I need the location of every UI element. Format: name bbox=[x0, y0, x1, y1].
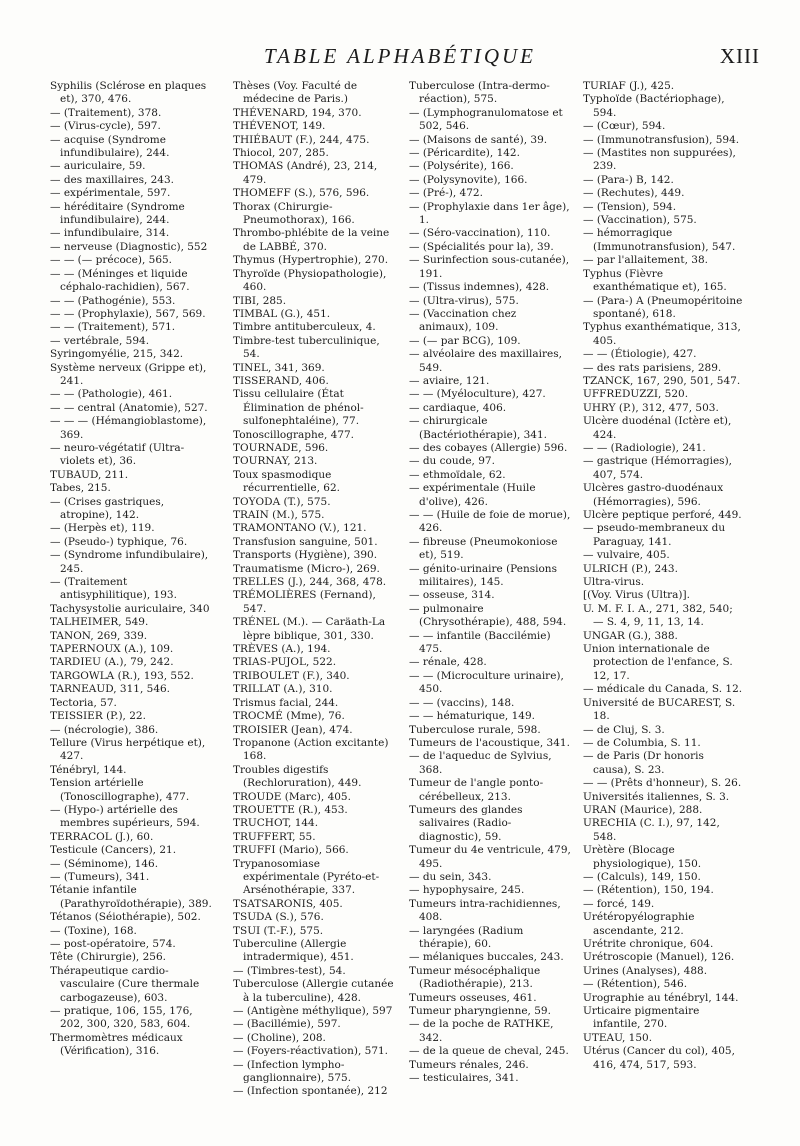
index-entry: — de la poche de RATHKE, 342. bbox=[409, 1018, 554, 1044]
index-entry: — aviaire, 121. bbox=[409, 374, 490, 387]
index-entry: Urétrite chronique, 604. bbox=[583, 938, 714, 950]
index-entry: — (Tension), 594. bbox=[583, 200, 677, 213]
index-entry: Tropanone (Action excitante) 168. bbox=[233, 736, 389, 763]
index-entry: — (Immunotransfusion), 594. bbox=[583, 133, 740, 146]
index-entry: — Surinfection sous-cutanée), 191. bbox=[409, 254, 570, 280]
index-entry: — (Polysynovite), 166. bbox=[409, 173, 528, 186]
index-entry: Thymus (Hypertrophie), 270. bbox=[233, 254, 389, 267]
index-entry: Urètère (Blocage physiologique), 150. bbox=[583, 844, 702, 870]
index-entry: — — (vaccins), 148. bbox=[409, 696, 515, 709]
index-entry: THÉVENOT, 149. bbox=[233, 120, 326, 133]
index-entry: Tumeurs intra-rachidiennes, 408. bbox=[409, 897, 561, 924]
index-entry: — (Maisons de santé), 39. bbox=[409, 133, 548, 146]
index-entry: UFFREDUZZI, 520. bbox=[583, 388, 689, 401]
index-entry: — ethmoïdale, 62. bbox=[409, 468, 506, 481]
index-entry: TARNEAUD, 311, 546. bbox=[50, 683, 171, 696]
index-entry: — fibreuse (Pneumokoniose et), 519. bbox=[409, 535, 558, 562]
index-entry: UHRY (P.), 312, 477, 503. bbox=[583, 401, 719, 414]
index-entry: Urétroscopie (Manuel), 126. bbox=[583, 951, 735, 964]
index-entry: Utérus (Cancer du col), 405, 416, 474, 517, 593. bbox=[583, 1045, 735, 1071]
index-entry: — (Para-) B, 142. bbox=[583, 173, 674, 186]
index-entry: — — (Radiologie), 241. bbox=[583, 441, 706, 454]
index-entry: — (Herpès et), 119. bbox=[50, 522, 155, 535]
index-entry: — (Vaccination), 575. bbox=[583, 214, 697, 227]
index-entry: — pulmonaire (Chrysothérapie), 488, 594. bbox=[409, 602, 567, 629]
index-entry: Tonoscillographe, 477. bbox=[233, 428, 355, 441]
index-entry: Transfusion sanguine, 501. bbox=[233, 535, 378, 548]
index-entry: — (Séro-vaccination), 110. bbox=[409, 227, 551, 240]
index-entry: TIBI, 285. bbox=[233, 294, 287, 307]
index-entry: TALHEIMER, 549. bbox=[50, 616, 149, 629]
index-entry: — testiculaires, 341. bbox=[409, 1072, 519, 1085]
index-entry: — (nécrologie), 386. bbox=[50, 723, 159, 736]
index-entry: — — (— précoce), 565. bbox=[50, 254, 173, 267]
index-entry: Tectoria, 57. bbox=[50, 696, 117, 709]
index-entry: — osseuse, 314. bbox=[409, 589, 495, 602]
index-entry: — neuro-végétatif (Ultra-violets et), 36. bbox=[50, 441, 185, 468]
index-columns bbox=[50, 80, 784, 1125]
index-entry: TERRACOL (J.), 60. bbox=[50, 830, 154, 843]
index-entry: TURIAF (J.), 425. bbox=[583, 80, 675, 92]
index-entry: Tuberculose (Intra-dermo-réaction), 575. bbox=[409, 80, 550, 106]
index-entry: Tuberculose rurale, 598. bbox=[409, 723, 541, 736]
index-entry: TRÉMOLIÈRES (Fernand), 547. bbox=[233, 589, 376, 615]
index-entry: — expérimentale (Huile d'olive), 426. bbox=[409, 482, 536, 508]
index-entry: — — (Prêts d'honneur), S. 26. bbox=[583, 777, 742, 790]
index-column-4 bbox=[583, 80, 745, 1072]
index-entry: — gastrique (Hémorragies), 407, 574. bbox=[583, 455, 732, 481]
index-entry: Tumeur pharyngienne, 59. bbox=[409, 1005, 551, 1018]
index-entry: — (Traitement antisyphilitique), 193. bbox=[50, 576, 177, 602]
index-entry: Thyroïde (Physiopathologie), 460. bbox=[233, 267, 387, 294]
index-entry: TOURNADE, 596. bbox=[233, 441, 329, 454]
index-entry: Syphilis (Sclérose en plaques et), 370, 476. bbox=[50, 80, 207, 106]
index-entry: — (Para-) A (Pneumopéritoine spontané), 618. bbox=[583, 294, 743, 320]
index-entry: TRAIN (M.), 575. bbox=[233, 509, 325, 521]
index-entry: — expérimentale, 597. bbox=[50, 187, 171, 200]
index-entry: — (Pseudo-) typhique, 76. bbox=[50, 535, 188, 548]
index-entry: — nerveuse (Diagnostic), 552 bbox=[50, 240, 208, 253]
index-entry: — — (Méninges et liquide céphalo-rachidien), 567. bbox=[50, 267, 190, 294]
index-entry: TZANCK, 167, 290, 501, 547. bbox=[583, 374, 741, 387]
index-entry: — (Foyers-réactivation), 571. bbox=[233, 1045, 389, 1058]
index-entry: — de la queue de cheval, 245. bbox=[409, 1045, 569, 1058]
index-entry: — (Traitement), 378. bbox=[50, 106, 162, 119]
index-entry: — (Rétention), 546. bbox=[583, 978, 688, 991]
index-entry: Syringomyélie, 215, 342. bbox=[50, 348, 184, 361]
index-entry: Tumeur de l'angle ponto-cérébelleux, 213. bbox=[409, 777, 544, 803]
index-entry: — des rats parisiens, 289. bbox=[583, 361, 722, 374]
index-entry: — hémorragique (Immunotransfusion), 547. bbox=[583, 227, 736, 253]
index-entry: — (Rechutes), 449. bbox=[583, 187, 685, 200]
index-entry: — (Choline), 208. bbox=[233, 1031, 326, 1044]
index-entry: Timbre antituberculeux, 4. bbox=[233, 321, 376, 334]
index-entry: — — (Traitement), 571. bbox=[50, 321, 176, 334]
index-entry: — post-opératoire, 574. bbox=[50, 938, 176, 950]
index-entry: TRELLES (J.), 244, 368, 478. bbox=[233, 576, 387, 589]
index-entry: — (Prophylaxie dans 1er âge), 1. bbox=[409, 200, 570, 227]
index-entry: — de l'aqueduc de Sylvius, 368. bbox=[409, 750, 552, 776]
index-entry: — laryngées (Radium thérapie), 60. bbox=[409, 924, 524, 950]
index-entry: Thorax (Chirurgie-Pneumothorax), 166. bbox=[233, 200, 355, 227]
index-entry: Thrombo-phlébite de la veine de LABBÉ, 370. bbox=[233, 227, 390, 253]
index-entry: — cardiaque, 406. bbox=[409, 401, 507, 414]
index-entry: Thiocol, 207, 285. bbox=[233, 147, 329, 160]
index-entry: TISSERAND, 406. bbox=[233, 374, 329, 387]
index-entry: — — (Prophylaxie), 567, 569. bbox=[50, 307, 206, 320]
index-entry: — — hématurique, 149. bbox=[409, 710, 535, 723]
index-entry: Ténébryl, 144. bbox=[50, 763, 127, 776]
index-entry: TROUETTE (R.), 453. bbox=[233, 803, 348, 816]
index-entry: TROUDE (Marc), 405. bbox=[233, 790, 351, 803]
index-entry: Ulcère peptique perforé, 449. bbox=[583, 509, 742, 521]
index-entry: — infundibulaire, 314. bbox=[50, 227, 170, 240]
index-entry: — pratique, 106, 155, 176, 202, 300, 320, 583, 604. bbox=[50, 1005, 193, 1031]
index-entry: — — — (Hémangioblastome), 369. bbox=[50, 415, 207, 441]
index-entry: — médicale du Canada, S. 12. bbox=[583, 683, 743, 696]
index-entry: THIÉBAUT (F.), 244, 475. bbox=[233, 133, 370, 146]
index-entry: — (Crises gastriques, atropine), 142. bbox=[50, 495, 165, 521]
index-entry: — (Hypo-) artérielle des membres supérieurs, 594. bbox=[50, 803, 200, 830]
index-entry: — (Toxine), 168. bbox=[50, 924, 137, 937]
index-entry: — acquise (Syndrome infundibulaire), 244. bbox=[50, 133, 170, 160]
index-entry: Tumeur mésocéphalique (Radiothérapie), 213. bbox=[409, 964, 541, 991]
index-entry: — (Infection spontanée), 212 bbox=[233, 1085, 388, 1098]
index-entry: TARGOWLA (R.), 193, 552. bbox=[50, 669, 194, 682]
index-entry: — de Columbia, S. 11. bbox=[583, 736, 701, 749]
index-entry: UTEAU, 150. bbox=[583, 1031, 653, 1044]
index-entry: Typhoïde (Bactériophage), 594. bbox=[583, 93, 725, 119]
index-entry: Toux spasmodique récurrentielle, 62. bbox=[233, 468, 340, 495]
index-entry: Urographie au ténébryl, 144. bbox=[583, 991, 739, 1004]
index-entry: Tension artérielle (Tonoscillographe), 477. bbox=[50, 777, 190, 803]
index-entry: TRIAS-PUJOL, 522. bbox=[233, 656, 337, 669]
index-entry: Thérapeutique cardio-vasculaire (Cure thermale carbogazeuse), 603. bbox=[50, 964, 200, 1004]
index-entry: [(Voy. Virus (Ultra)]. bbox=[583, 589, 690, 602]
index-entry: THOMAS (André), 23, 214, 479. bbox=[233, 160, 378, 186]
index-entry: Thèses (Voy. Faculté de médecine de Paris.) bbox=[233, 80, 358, 106]
index-entry: — — central (Anatomie), 527. bbox=[50, 401, 208, 414]
index-column-3 bbox=[409, 80, 571, 1085]
index-entry: Université de BUCAREST, S. 18. bbox=[583, 696, 736, 723]
index-entry: Tuberculose (Allergie cutanée à la tuberculine), 428. bbox=[233, 978, 394, 1004]
index-entry: TRUCHOT, 144. bbox=[233, 817, 319, 830]
index-entry: TUBAUD, 211. bbox=[50, 468, 129, 481]
index-entry: Thermomètres médicaux (Vérification), 316. bbox=[50, 1031, 183, 1058]
index-entry: — (Péricardite), 142. bbox=[409, 147, 520, 160]
index-entry: — (Rétention), 150, 194. bbox=[583, 884, 714, 897]
index-entry: Traumatisme (Micro-), 269. bbox=[233, 562, 380, 575]
index-entry: — de Paris (Dr honoris causa), S. 23. bbox=[583, 750, 704, 776]
index-entry: TROCMÉ (Mme), 76. bbox=[233, 710, 345, 723]
index-entry: Tumeur du 4e ventricule, 479, 495. bbox=[409, 844, 571, 870]
index-entry: TOURNAY, 213. bbox=[233, 455, 318, 468]
index-entry: Tumeurs rénales, 246. bbox=[409, 1058, 529, 1071]
index-entry: — — (Microculture urinaire), 450. bbox=[409, 669, 564, 696]
index-entry: TRUFFI (Mario), 566. bbox=[233, 844, 349, 857]
index-entry: — des cobayes (Allergie) 596. bbox=[409, 441, 568, 454]
index-entry: — (Pré-), 472. bbox=[409, 187, 483, 200]
index-entry: Trismus facial, 244. bbox=[233, 696, 339, 709]
index-entry: — (Infection lympho-ganglionnaire), 575. bbox=[233, 1058, 352, 1085]
index-entry: Tétanos (Séiothérapie), 502. bbox=[50, 911, 201, 924]
index-entry: TRÉNEL (M.). — Caräath-La lèpre biblique, 301, 330. bbox=[233, 616, 386, 642]
index-entry: TSUI (T.-F.), 575. bbox=[233, 924, 324, 937]
index-entry: ULRICH (P.), 243. bbox=[583, 562, 678, 575]
page-number: XIII bbox=[719, 44, 760, 68]
index-entry: — (Timbres-test), 54. bbox=[233, 964, 346, 977]
index-entry: Urticaire pigmentaire infantile, 270. bbox=[583, 1005, 700, 1031]
index-entry: Timbre-test tuberculinique, 54. bbox=[233, 334, 380, 361]
page-title: TABLE ALPHABÉTIQUE bbox=[264, 44, 536, 68]
index-entry: — (Vaccination chez animaux), 109. bbox=[409, 307, 517, 334]
index-entry: — (Bacillémie), 597. bbox=[233, 1018, 341, 1031]
index-entry: Union internationale de protection de l'enfance, S. 12, 17. bbox=[583, 643, 733, 682]
index-entry: — mélaniques buccales, 243. bbox=[409, 951, 564, 964]
index-entry: TSUDA (S.), 576. bbox=[233, 911, 324, 924]
index-entry: — chirurgicale (Bactériothérapie), 341. bbox=[409, 415, 548, 441]
index-entry: Tête (Chirurgie), 256. bbox=[50, 951, 166, 964]
index-entry: — du sein, 343. bbox=[409, 870, 492, 883]
index-entry: THÉVENARD, 194, 370. bbox=[233, 106, 362, 119]
index-entry: THOMEFF (S.), 576, 596. bbox=[233, 187, 370, 200]
index-entry: — par l'allaitement, 38. bbox=[583, 254, 708, 267]
index-entry: Typhus exanthématique, 313, 405. bbox=[583, 321, 741, 347]
index-entry: — héréditaire (Syndrome infundibulaire), 244. bbox=[50, 200, 185, 227]
index-entry: — (Mastites non suppurées), 239. bbox=[583, 147, 736, 173]
index-entry: Ulcère duodénal (Ictère et), 424. bbox=[583, 415, 732, 441]
index-entry: Système nerveux (Grippe et), 241. bbox=[50, 361, 207, 387]
index-entry: Tumeurs de l'acoustique, 341. bbox=[409, 736, 570, 749]
index-column-1 bbox=[50, 80, 212, 1059]
index-entry: — (Cœur), 594. bbox=[583, 120, 666, 133]
index-entry: — (Calculs), 149, 150. bbox=[583, 870, 701, 883]
index-entry: Tissu cellulaire (État Élimination de phénol-sulfonephtaléine), 77. bbox=[233, 388, 364, 428]
index-entry: Tumeurs osseuses, 461. bbox=[409, 991, 537, 1004]
index-entry: TARDIEU (A.), 79, 242. bbox=[50, 656, 174, 669]
index-entry: TAPERNOUX (A.), 109. bbox=[50, 643, 174, 656]
index-entry: Tumeurs des glandes salivaires (Radio-diagnostic), 59. bbox=[409, 803, 523, 843]
index-entry: TANON, 269, 339. bbox=[50, 629, 148, 642]
index-entry: TROISIER (Jean), 474. bbox=[233, 723, 353, 736]
index-entry: Transports (Hygiène), 390. bbox=[233, 549, 378, 562]
index-entry: TRIBOULET (F.), 340. bbox=[233, 669, 350, 682]
index-entry: — (Ultra-virus), 575. bbox=[409, 294, 519, 307]
index-entry: — (Tumeurs), 341. bbox=[50, 870, 150, 883]
index-entry: TOYODA (T.), 575. bbox=[233, 495, 331, 508]
index-entry: Ultra-virus. bbox=[583, 576, 645, 589]
index-entry: TINEL, 341, 369. bbox=[233, 361, 325, 374]
index-entry: — vertébrale, 594. bbox=[50, 334, 150, 347]
index-entry: U. M. F. I. A., 271, 382, 540; — S. 4, 9, 11, 13, 14. bbox=[583, 602, 733, 629]
index-entry: — (Lymphogranulomatose et 502, 546. bbox=[409, 106, 563, 133]
index-entry: — (Antigène méthylique), 597 bbox=[233, 1005, 393, 1018]
index-entry: — pseudo-membraneux du Paraguay, 141. bbox=[583, 522, 726, 548]
index-entry: Tabes, 215. bbox=[50, 482, 111, 495]
index-entry: — — (Pathologie), 461. bbox=[50, 388, 173, 401]
index-entry: URAN (Maurice), 288. bbox=[583, 803, 703, 816]
index-entry: Tellure (Virus herpétique et), 427. bbox=[50, 736, 206, 763]
index-entry: TIMBAL (G.), 451. bbox=[233, 307, 331, 320]
index-entry: — alvéolaire des maxillaires, 549. bbox=[409, 348, 562, 374]
index-entry: — des maxillaires, 243. bbox=[50, 173, 175, 186]
index-entry: — (— par BCG), 109. bbox=[409, 334, 521, 347]
index-entry: TRUFFERT, 55. bbox=[233, 830, 316, 843]
index-entry: — (Tissus indemnes), 428. bbox=[409, 281, 550, 294]
index-entry: Universités italiennes, S. 3. bbox=[583, 790, 730, 803]
index-entry: Tachysystolie auriculaire, 340 bbox=[50, 602, 210, 615]
index-entry: — hypophysaire, 245. bbox=[409, 884, 525, 897]
index-entry: — — (Huile de foie de morue), 426. bbox=[409, 509, 571, 535]
index-entry: — — (Pathogénie), 553. bbox=[50, 294, 176, 307]
index-entry: Tétanie infantile (Parathyroïdothérapie), 389. bbox=[50, 884, 212, 910]
index-entry: — rénale, 428. bbox=[409, 656, 487, 669]
index-entry: Ulcères gastro-duodénaux (Hémorragies), 596. bbox=[583, 482, 724, 508]
index-entry: Testicule (Cancers), 21. bbox=[50, 844, 177, 857]
index-entry: — (Syndrome infundibulaire), 245. bbox=[50, 549, 209, 575]
index-entry: UNGAR (G.), 388. bbox=[583, 629, 678, 642]
index-entry: — (Séminome), 146. bbox=[50, 857, 159, 870]
index-entry: Troubles digestifs (Rechloruration), 449. bbox=[233, 763, 362, 790]
index-entry: — de Cluj, S. 3. bbox=[583, 723, 665, 736]
index-entry: — (Polysérite), 166. bbox=[409, 160, 514, 173]
index-entry: — génito-urinaire (Pensions militaires), 145. bbox=[409, 562, 557, 589]
index-entry: — auriculaire, 59. bbox=[50, 160, 146, 173]
index-entry: — — (Étiologie), 427. bbox=[583, 348, 697, 361]
index-entry: TSATSARONIS, 405. bbox=[233, 897, 343, 910]
index-entry: Urétéropyélographie ascendante, 212. bbox=[583, 911, 695, 937]
index-entry: Trypanosomiase expérimentale (Pyréto-et-Arsénothérapie, 337. bbox=[233, 857, 380, 897]
page-header bbox=[40, 44, 760, 74]
index-entry: — vulvaire, 405. bbox=[583, 549, 670, 562]
index-entry: Typhus (Fièvre exanthématique et), 165. bbox=[583, 267, 727, 294]
index-entry: — forcé, 149. bbox=[583, 897, 655, 910]
index-entry: — — infantile (Baccilémie) 475. bbox=[409, 629, 551, 656]
index-entry: URECHIA (C. I.), 97, 142, 548. bbox=[583, 817, 720, 843]
index-entry: — du coude, 97. bbox=[409, 455, 495, 468]
index-entry: — (Virus-cycle), 597. bbox=[50, 120, 161, 133]
index-entry: TRILLAT (A.), 310. bbox=[233, 683, 333, 696]
index-entry: — (Spécialités pour la), 39. bbox=[409, 240, 554, 253]
index-column-2 bbox=[233, 80, 395, 1099]
index-entry: TRÈVES (A.), 194. bbox=[233, 643, 331, 656]
index-entry: — — (Myéloculture), 427. bbox=[409, 388, 546, 401]
index-entry: Tuberculine (Allergie intradermique), 451. bbox=[233, 938, 354, 964]
index-entry: Urines (Analyses), 488. bbox=[583, 964, 708, 977]
index-entry: TEISSIER (P.), 22. bbox=[50, 710, 146, 723]
index-entry: TRAMONTANO (V.), 121. bbox=[233, 522, 367, 535]
